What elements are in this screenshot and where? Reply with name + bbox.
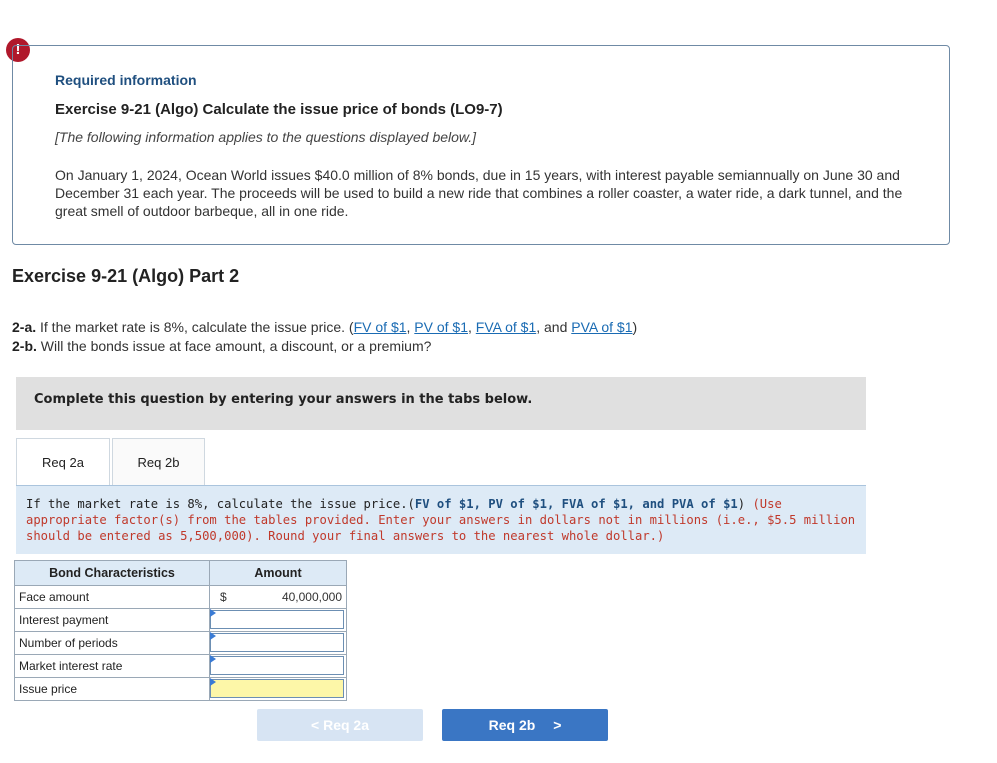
- req-2a-instructions: [16, 486, 866, 554]
- face-amount-number: 40,000,000: [281, 590, 342, 604]
- instruction-text: Complete this question by entering your answers in the tabs below.: [34, 392, 533, 407]
- bond-characteristics-table: [14, 560, 347, 701]
- link-separator: , and: [536, 319, 572, 335]
- chevron-right-icon: >: [553, 717, 562, 733]
- question-2a-label: 2-a.: [12, 319, 37, 335]
- table-row: [15, 609, 347, 632]
- question-2b-label: 2-b.: [12, 338, 37, 354]
- row-label-number-of-periods: Number of periods: [15, 632, 210, 655]
- table-row: [15, 632, 347, 655]
- market-interest-rate-cell: [210, 655, 347, 678]
- market-interest-rate-input[interactable]: [210, 656, 344, 675]
- table-row: [15, 678, 347, 701]
- number-of-periods-input[interactable]: [210, 633, 344, 652]
- interest-payment-input[interactable]: [210, 610, 344, 629]
- link-close: ): [632, 319, 638, 335]
- table-row: [15, 655, 347, 678]
- required-info-heading: Required information: [55, 72, 197, 88]
- panel-lead: If the market rate is 8%, calculate the issue price.(: [26, 497, 415, 511]
- row-label-issue-price: Issue price: [15, 678, 210, 701]
- input-marker-icon: [210, 609, 216, 617]
- interest-payment-cell: [210, 609, 347, 632]
- currency-symbol: $: [220, 590, 227, 604]
- next-req-2b-button[interactable]: [442, 709, 608, 741]
- input-marker-icon: [210, 632, 216, 640]
- prev-button-label: Req 2a: [323, 717, 369, 733]
- question-2a: [12, 319, 637, 335]
- header-bond-characteristics: Bond Characteristics: [15, 561, 210, 586]
- question-2a-text: If the market rate is 8%, calculate the issue price. (: [40, 319, 354, 335]
- input-marker-icon: [210, 655, 216, 663]
- issue-price-input[interactable]: [210, 679, 344, 698]
- input-marker-icon: [210, 678, 216, 686]
- row-label-interest-payment: Interest payment: [15, 609, 210, 632]
- chevron-left-icon: <: [311, 717, 320, 733]
- panel-close: ): [737, 497, 753, 511]
- instruction-bar: [16, 377, 866, 430]
- tab-req-2a[interactable]: Req 2a: [16, 438, 110, 486]
- panel-note: (Use appropriate factor(s) from the tables provided. Enter your answers in dollars not in millions (i.e., $5.5 million should be entered as 5,500,000). Round your final answers to the nearest whole dollar.): [26, 497, 856, 543]
- exercise-note: [The following information applies to the questions displayed below.]: [55, 129, 477, 145]
- row-label-face-amount: Face amount: [15, 586, 210, 609]
- link-separator: ,: [468, 319, 476, 335]
- link-fva-of-1[interactable]: FVA of $1: [475, 319, 537, 335]
- link-pva-of-1[interactable]: PVA of $1: [571, 319, 633, 335]
- face-amount-value: [210, 586, 347, 609]
- row-label-market-interest-rate: Market interest rate: [15, 655, 210, 678]
- link-fv-of-1[interactable]: FV of $1: [353, 319, 407, 335]
- issue-price-cell: [210, 678, 347, 701]
- exercise-body: On January 1, 2024, Ocean World issues $40.0 million of 8% bonds, due in 15 years, with interest payable semiannually on June 30 and December 31 each year. The proceeds will be used to build a new ride that combines a roller coaster, a water ride, a dark tunnel, and the great smell of outdoor barbeque, all in one ride.: [55, 167, 903, 219]
- link-pv-of-1[interactable]: PV of $1: [414, 319, 468, 335]
- next-button-label: Req 2b: [488, 717, 536, 733]
- question-2b: [12, 338, 431, 354]
- number-of-periods-cell: [210, 632, 347, 655]
- prev-req-2a-button[interactable]: [257, 709, 423, 741]
- table-row: [15, 586, 347, 609]
- header-amount: Amount: [210, 561, 347, 586]
- question-2b-text: Will the bonds issue at face amount, a discount, or a premium?: [40, 338, 432, 354]
- part-title: Exercise 9-21 (Algo) Part 2: [12, 266, 240, 286]
- exercise-title: Exercise 9-21 (Algo) Calculate the issue price of bonds (LO9-7): [55, 101, 503, 118]
- tab-req-2b[interactable]: Req 2b: [112, 438, 205, 486]
- link-separator: ,: [406, 319, 415, 335]
- required-info-box: [12, 45, 950, 245]
- panel-factors: FV of $1, PV of $1, FVA of $1, and PVA of $1: [414, 497, 738, 511]
- alert-icon: !: [6, 38, 30, 62]
- table-header-row: [15, 561, 347, 586]
